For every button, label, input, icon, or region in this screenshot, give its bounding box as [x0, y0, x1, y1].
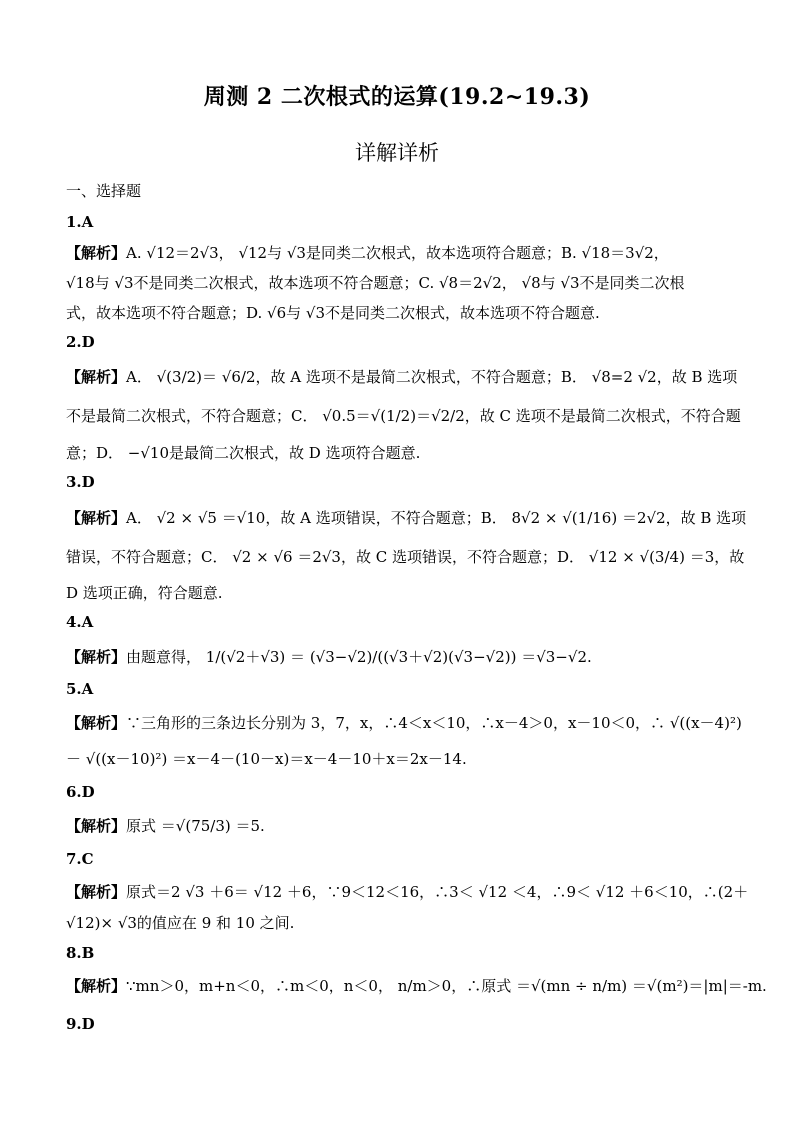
analysis-tag: 【解析】: [66, 977, 127, 995]
answer-line: √12)× √3的值应在 9 和 10 之间.: [66, 914, 295, 932]
document-subtitle: 详解详析: [355, 141, 439, 165]
question-number: 1.A: [66, 213, 94, 231]
question-number: 7.C: [66, 850, 94, 868]
answer-line: [66, 712, 742, 733]
answer-line: [66, 366, 737, 387]
answer-line: [66, 975, 767, 996]
analysis-tag: 【解析】: [66, 648, 127, 666]
answer-text: ∵三角形的三条边长分别为 3，7，x，∴4＜x＜10，∴x－4＞0，x－10＜0，∴ √((x－4)²): [126, 714, 742, 732]
answer-line: [66, 507, 746, 528]
question-number: 8.B: [66, 944, 95, 962]
question-number: 9.D: [66, 1015, 95, 1033]
answer-text: 原式 ＝√(75/3) ＝5.: [126, 817, 265, 835]
answer-line: [66, 881, 748, 902]
answer-text: A． √2 × √5 ＝√10，故 A 选项错误，不符合题意；B． 8√2 × √(1/16) ＝2√2，故 B 选项: [126, 509, 747, 527]
answer-line: [66, 242, 669, 263]
document-title: 周测 2 二次根式的运算(19.2~19.3): [203, 84, 591, 110]
analysis-tag: 【解析】: [66, 817, 127, 835]
question-number: 6.D: [66, 783, 95, 801]
answer-line: √18与 √3不是同类二次根式，故本选项不符合题意；C. √8＝2√2， √8与 √3不是同类二次根: [66, 274, 685, 292]
answer-line: 不是最简二次根式，不符合题意；C． √0.5＝√(1/2)＝√2/2，故 C 选项不是最简二次根式，不符合题: [66, 407, 741, 425]
question-number: 5.A: [66, 680, 94, 698]
analysis-tag: 【解析】: [66, 714, 127, 732]
answer-text: ∵mn＞0，m+n＜0，∴m＜0，n＜0， n/m＞0，∴原式 ＝√(mn ÷ n/m) ＝√(m²)＝|m|＝-m.: [126, 977, 767, 995]
analysis-tag: 【解析】: [66, 883, 127, 901]
answer-line: D 选项正确，符合题意.: [66, 584, 223, 602]
answer-line: [66, 815, 265, 836]
analysis-tag: 【解析】: [66, 509, 127, 527]
answer-text: 由题意得， 1/(√2＋√3) ＝ (√3−√2)/((√3＋√2)(√3−√2)) ＝√3−√2.: [126, 648, 592, 666]
answer-line: 错误，不符合题意；C． √2 × √6 ＝2√3，故 C 选项错误，不符合题意；D． √12 × √(3/4) ＝3，故: [66, 548, 745, 566]
answer-text: A． √(3/2)＝ √6/2，故 A 选项不是最简二次根式，不符合题意；B． √8=2 √2，故 B 选项: [126, 368, 738, 386]
answer-line: [66, 646, 592, 667]
answer-text: 原式＝2 √3 ＋6＝ √12 ＋6，∵9＜12＜16，∴3＜ √12 ＜4，∴9＜ √12 ＋6＜10，∴(2＋: [126, 883, 749, 901]
answer-line: 式，故本选项不符合题意；D. √6与 √3不是同类二次根式，故本选项不符合题意.: [66, 304, 600, 322]
answer-line: － √((x－10)²) ＝x－4－(10－x)＝x－4－10＋x＝2x－14.: [66, 750, 467, 768]
analysis-tag: 【解析】: [66, 368, 127, 386]
analysis-tag: 【解析】: [66, 244, 127, 262]
question-number: 4.A: [66, 613, 94, 631]
question-number: 2.D: [66, 333, 95, 351]
answer-line: 意；D． −√10是最简二次根式，故 D 选项符合题意.: [66, 444, 421, 462]
section-heading: 一、选择题: [66, 182, 142, 200]
answer-text: A. √12＝2√3， √12与 √3是同类二次根式，故本选项符合题意；B. √18＝3√2，: [126, 244, 669, 262]
question-number: 3.D: [66, 473, 95, 491]
